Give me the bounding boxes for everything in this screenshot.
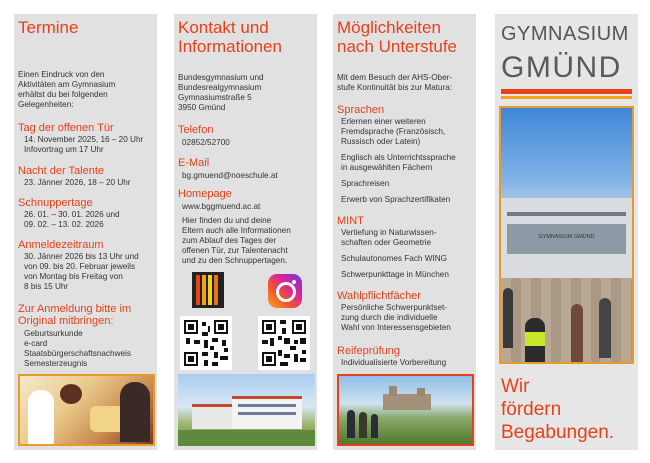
event-line: Infovortrag um 17 Uhr: [24, 145, 104, 154]
school-logo-icon[interactable]: [192, 272, 224, 308]
section-item: Individualisierte Vorbereitung: [341, 358, 447, 367]
telefon-label: Telefon: [178, 124, 214, 136]
moeglichkeiten-title-1: Möglichkeiten: [337, 18, 441, 37]
homepage-link[interactable]: www.bggmuend.ac.at: [182, 202, 261, 211]
section-item: Persönliche Schwerpunktset-: [341, 303, 448, 312]
instagram-icon[interactable]: [268, 274, 302, 308]
qr-code-homepage-icon[interactable]: [180, 316, 232, 370]
termine-intro-4: Gelegenheiten:: [18, 100, 74, 109]
termine-title: Termine: [18, 18, 79, 37]
homepage-text: zum Ablauf des Tages der: [182, 236, 277, 245]
brand-panel: [495, 14, 638, 450]
moeglichkeiten-panel: [333, 14, 476, 450]
brand-divider-secondary: [501, 96, 632, 99]
section-label-sprachen: Sprachen: [337, 104, 385, 116]
section-item: zung durch die individuelle: [341, 313, 438, 322]
email-link[interactable]: bg.gmuend@noeschule.at: [182, 171, 278, 180]
school-entrance-photo: [499, 106, 634, 364]
address-line: Bundesgymnasium und: [178, 73, 264, 82]
event-line: von 09. bis 20. Februar jeweils: [24, 262, 136, 271]
slogan-line-2: fördern: [501, 399, 562, 420]
section-label-wahlpflichtfaecher: Wahlpflichtfächer: [337, 290, 421, 302]
school-building-photo: [178, 374, 315, 446]
moeglichkeiten-intro: stufe Kontinuität bis zur Matura:: [337, 83, 453, 92]
address-line: 3950 Gmünd: [178, 103, 226, 112]
lab-students-photo: [18, 374, 155, 446]
section-item: Russisch oder Latein): [341, 137, 421, 146]
address-line: Bundesrealgymnasium: [178, 83, 262, 92]
homepage-text: offenen Tür, zur Talentenacht: [182, 246, 288, 255]
section-item: Erwerb von Sprachzertifikaten: [341, 195, 451, 204]
kontakt-panel: [174, 14, 317, 450]
homepage-text: Hier finden du und deine: [182, 216, 272, 225]
telefon-value[interactable]: 02852/52700: [182, 138, 230, 147]
event-label-nacht-der-talente: Nacht der Talente: [18, 165, 105, 177]
moeglichkeiten-intro: Mit dem Besuch der AHS-Ober-: [337, 73, 453, 82]
event-line: 8 bis 15 Uhr: [24, 282, 69, 291]
homepage-text: Eltern auch alle Informationen: [182, 226, 291, 235]
section-label-reifepruefung: Reifeprüfung: [337, 345, 400, 357]
homepage-label: Homepage: [178, 188, 232, 200]
castle-excursion-photo: [337, 374, 474, 446]
mitbringen-item: Semesterzeugnis: [24, 359, 88, 368]
brand-line-1: GYMNASIUM: [501, 23, 629, 45]
brand-line-2: GMÜND: [501, 51, 622, 84]
section-item: Erlernen einer weiteren: [341, 117, 426, 126]
mitbringen-item: Geburtsurkunde: [24, 329, 83, 338]
termine-panel: [14, 14, 157, 450]
event-label-tag-der-offenen-tuer: Tag der offenen Tür: [18, 122, 114, 134]
section-item: Wahl von Interessensgebieten: [341, 323, 451, 332]
qr-code-instagram-icon[interactable]: [258, 316, 310, 370]
section-item: Vertiefung in Naturwissen-: [341, 228, 437, 237]
termine-intro-1: Einen Eindruck von den: [18, 70, 105, 79]
event-label-anmeldezeitraum: Anmeldezeitraum: [18, 239, 104, 251]
event-line: von Montag bis Freitag von: [24, 272, 123, 281]
moeglichkeiten-title-2: nach Unterstufe: [337, 37, 458, 56]
kontakt-title-2: Informationen: [178, 37, 282, 56]
section-item: Schulautonomes Fach WING: [341, 254, 448, 263]
slogan-line-1: Wir: [501, 376, 530, 397]
mitbringen-title-2: Original mitbringen:: [18, 315, 114, 327]
event-line: 26. 01. – 30. 01. 2026 und: [24, 210, 120, 219]
event-line: 09. 02. – 13. 02. 2026: [24, 220, 104, 229]
event-line: 30. Jänner 2026 bis 13 Uhr und: [24, 252, 139, 261]
section-item: schaften oder Geometrie: [341, 238, 432, 247]
event-line: 14. November 2025, 16 – 20 Uhr: [24, 135, 144, 144]
mitbringen-item: e-card: [24, 339, 48, 348]
slogan-line-3: Begabungen.: [501, 422, 615, 443]
section-item: in ausgewählten Fächern: [341, 163, 433, 172]
termine-intro-3: erhältst du bei folgenden: [18, 90, 108, 99]
section-item: Schwerpunkttage in München: [341, 270, 449, 279]
homepage-text: und zu den Schnuppertagen.: [182, 256, 288, 265]
section-item: Englisch als Unterrichtssprache: [341, 153, 456, 162]
email-label: E-Mail: [178, 157, 210, 169]
mitbringen-title-1: Zur Anmeldung bitte im: [18, 303, 132, 315]
event-label-schnuppertage: Schnuppertage: [18, 197, 93, 209]
section-label-mint: MINT: [337, 215, 364, 227]
brand-divider: [501, 89, 632, 94]
kontakt-title-1: Kontakt und: [178, 18, 269, 37]
section-item: Sprachreisen: [341, 179, 390, 188]
event-line: 23. Jänner 2026, 18 – 20 Uhr: [24, 178, 131, 187]
address-line: Gymnasiumstraße 5: [178, 93, 252, 102]
building-sign: GYMNASIUM GMÜND: [538, 234, 595, 240]
mitbringen-item: Staatsbürgerschaftsnachweis: [24, 349, 131, 358]
termine-intro-2: Aktivitäten am Gymnasium: [18, 80, 116, 89]
section-item: Fremdsprache (Französisch,: [341, 127, 446, 136]
